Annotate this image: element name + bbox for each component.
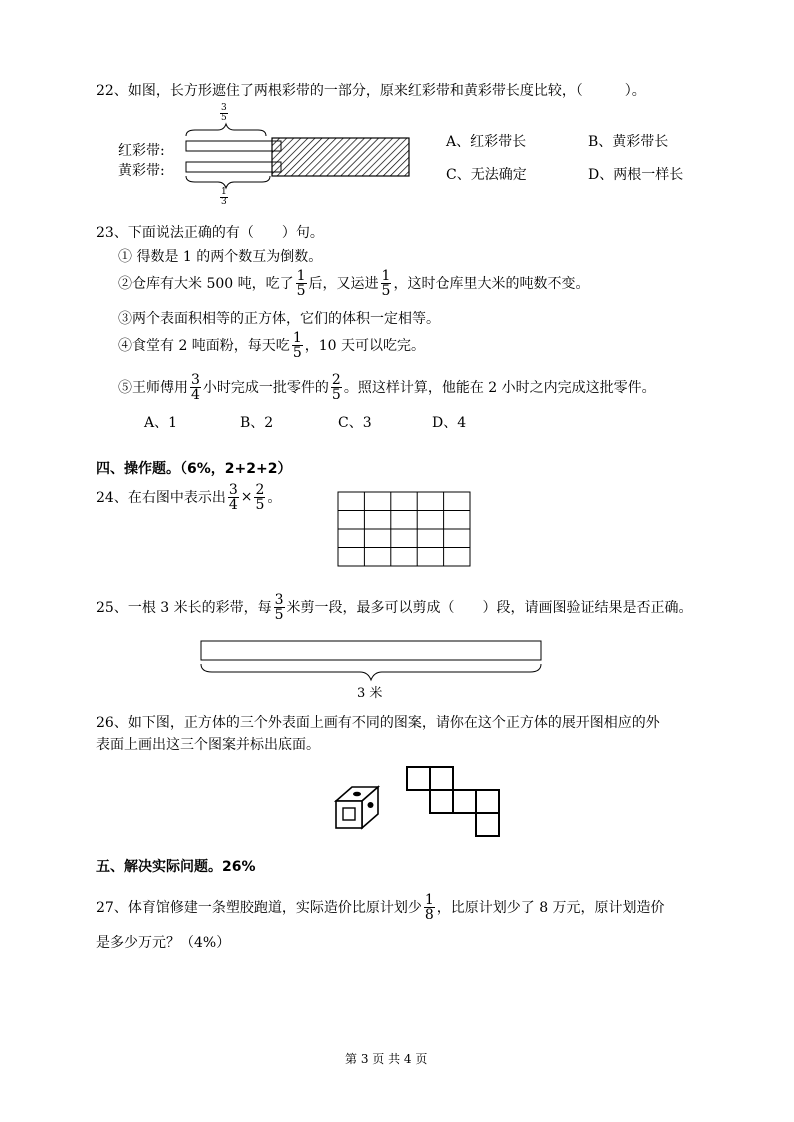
- q24-text: 24、在右图中表示出 $\frac{3}{4}$ × $\frac{2}{5}$ 。: [96, 481, 282, 513]
- q23-option-c: C、3: [338, 415, 372, 431]
- q26-line-2: 表面上画出这三个图案并标出底面。: [96, 737, 320, 753]
- q22-option-a: A、红彩带长: [446, 134, 527, 150]
- q22-top-fraction: $\frac{3}{5}$: [221, 103, 227, 123]
- page-footer: 第 3 页 共 4 页: [345, 1052, 428, 1066]
- q23-text: 23、下面说法正确的有（ ）句。: [96, 225, 324, 241]
- q27-line-2: 是多少万元？（4%）: [96, 935, 231, 951]
- q23-statement-3: ③两个表面积相等的正方体，它们的体积一定相等。: [118, 311, 440, 327]
- q23-statement-2: ②仓库有大米 500 吨，吃了 $\frac{1}{5}$ 后，又运进 $\frac{1}{5}$ ，这时仓库里大米的吨数不变。: [118, 267, 590, 299]
- q22-option-d: D、两根一样长: [588, 167, 684, 183]
- q23-statement-5: ⑤王师傅用 $\frac{3}{4}$ 小时完成一批零件的 $\frac{2}{5}$ 。照这样计算，他能在 2 小时之内完成这批零件。: [118, 371, 656, 403]
- q25-length-label: 3 米: [357, 686, 383, 701]
- section-4-heading: 四、操作题。（6%，2+2+2）: [96, 461, 292, 477]
- q23-statement-1: ① 得数是 1 的两个数互为倒数。: [118, 249, 323, 265]
- q23-option-d: D、4: [432, 415, 467, 431]
- q22-option-b: B、黄彩带长: [588, 134, 669, 150]
- yellow-ribbon-label: 黄彩带:: [118, 163, 165, 179]
- q23-option-b: B、2: [240, 415, 274, 431]
- q27-line-1: 27、体育馆修建一条塑胶跑道，实际造价比原计划少 $\frac{1}{8}$ ，比原计划少了 8 万元，原计划造价: [96, 891, 665, 923]
- q23-statement-4: ④食堂有 2 吨面粉，每天吃 $\frac{1}{5}$ ，10 天可以吃完。: [118, 329, 425, 361]
- q23-option-a: A、1: [144, 415, 178, 431]
- q26-line-1: 26、如下图，正方体的三个外表面上画有不同的图案，请你在这个正方体的展开图相应的外: [96, 715, 660, 731]
- q22-text: 22、如图，长方形遮住了两根彩带的一部分，原来红彩带和黄彩带长度比较，（ ）。: [96, 83, 646, 99]
- cube-net: [407, 767, 499, 836]
- q25-text: 25、一根 3 米长的彩带，每 $\frac{3}{5}$ 米剪一段，最多可以剪成（ ）段，请画图验证结果是否正确。: [96, 591, 693, 623]
- cube-icon: [336, 787, 378, 828]
- red-ribbon-label: 红彩带:: [118, 143, 165, 159]
- q22-option-c: C、无法确定: [446, 167, 527, 183]
- q22-bottom-fraction: $\frac{1}{3}$: [221, 187, 227, 207]
- section-5-heading: 五、解决实际问题。26%: [96, 859, 256, 875]
